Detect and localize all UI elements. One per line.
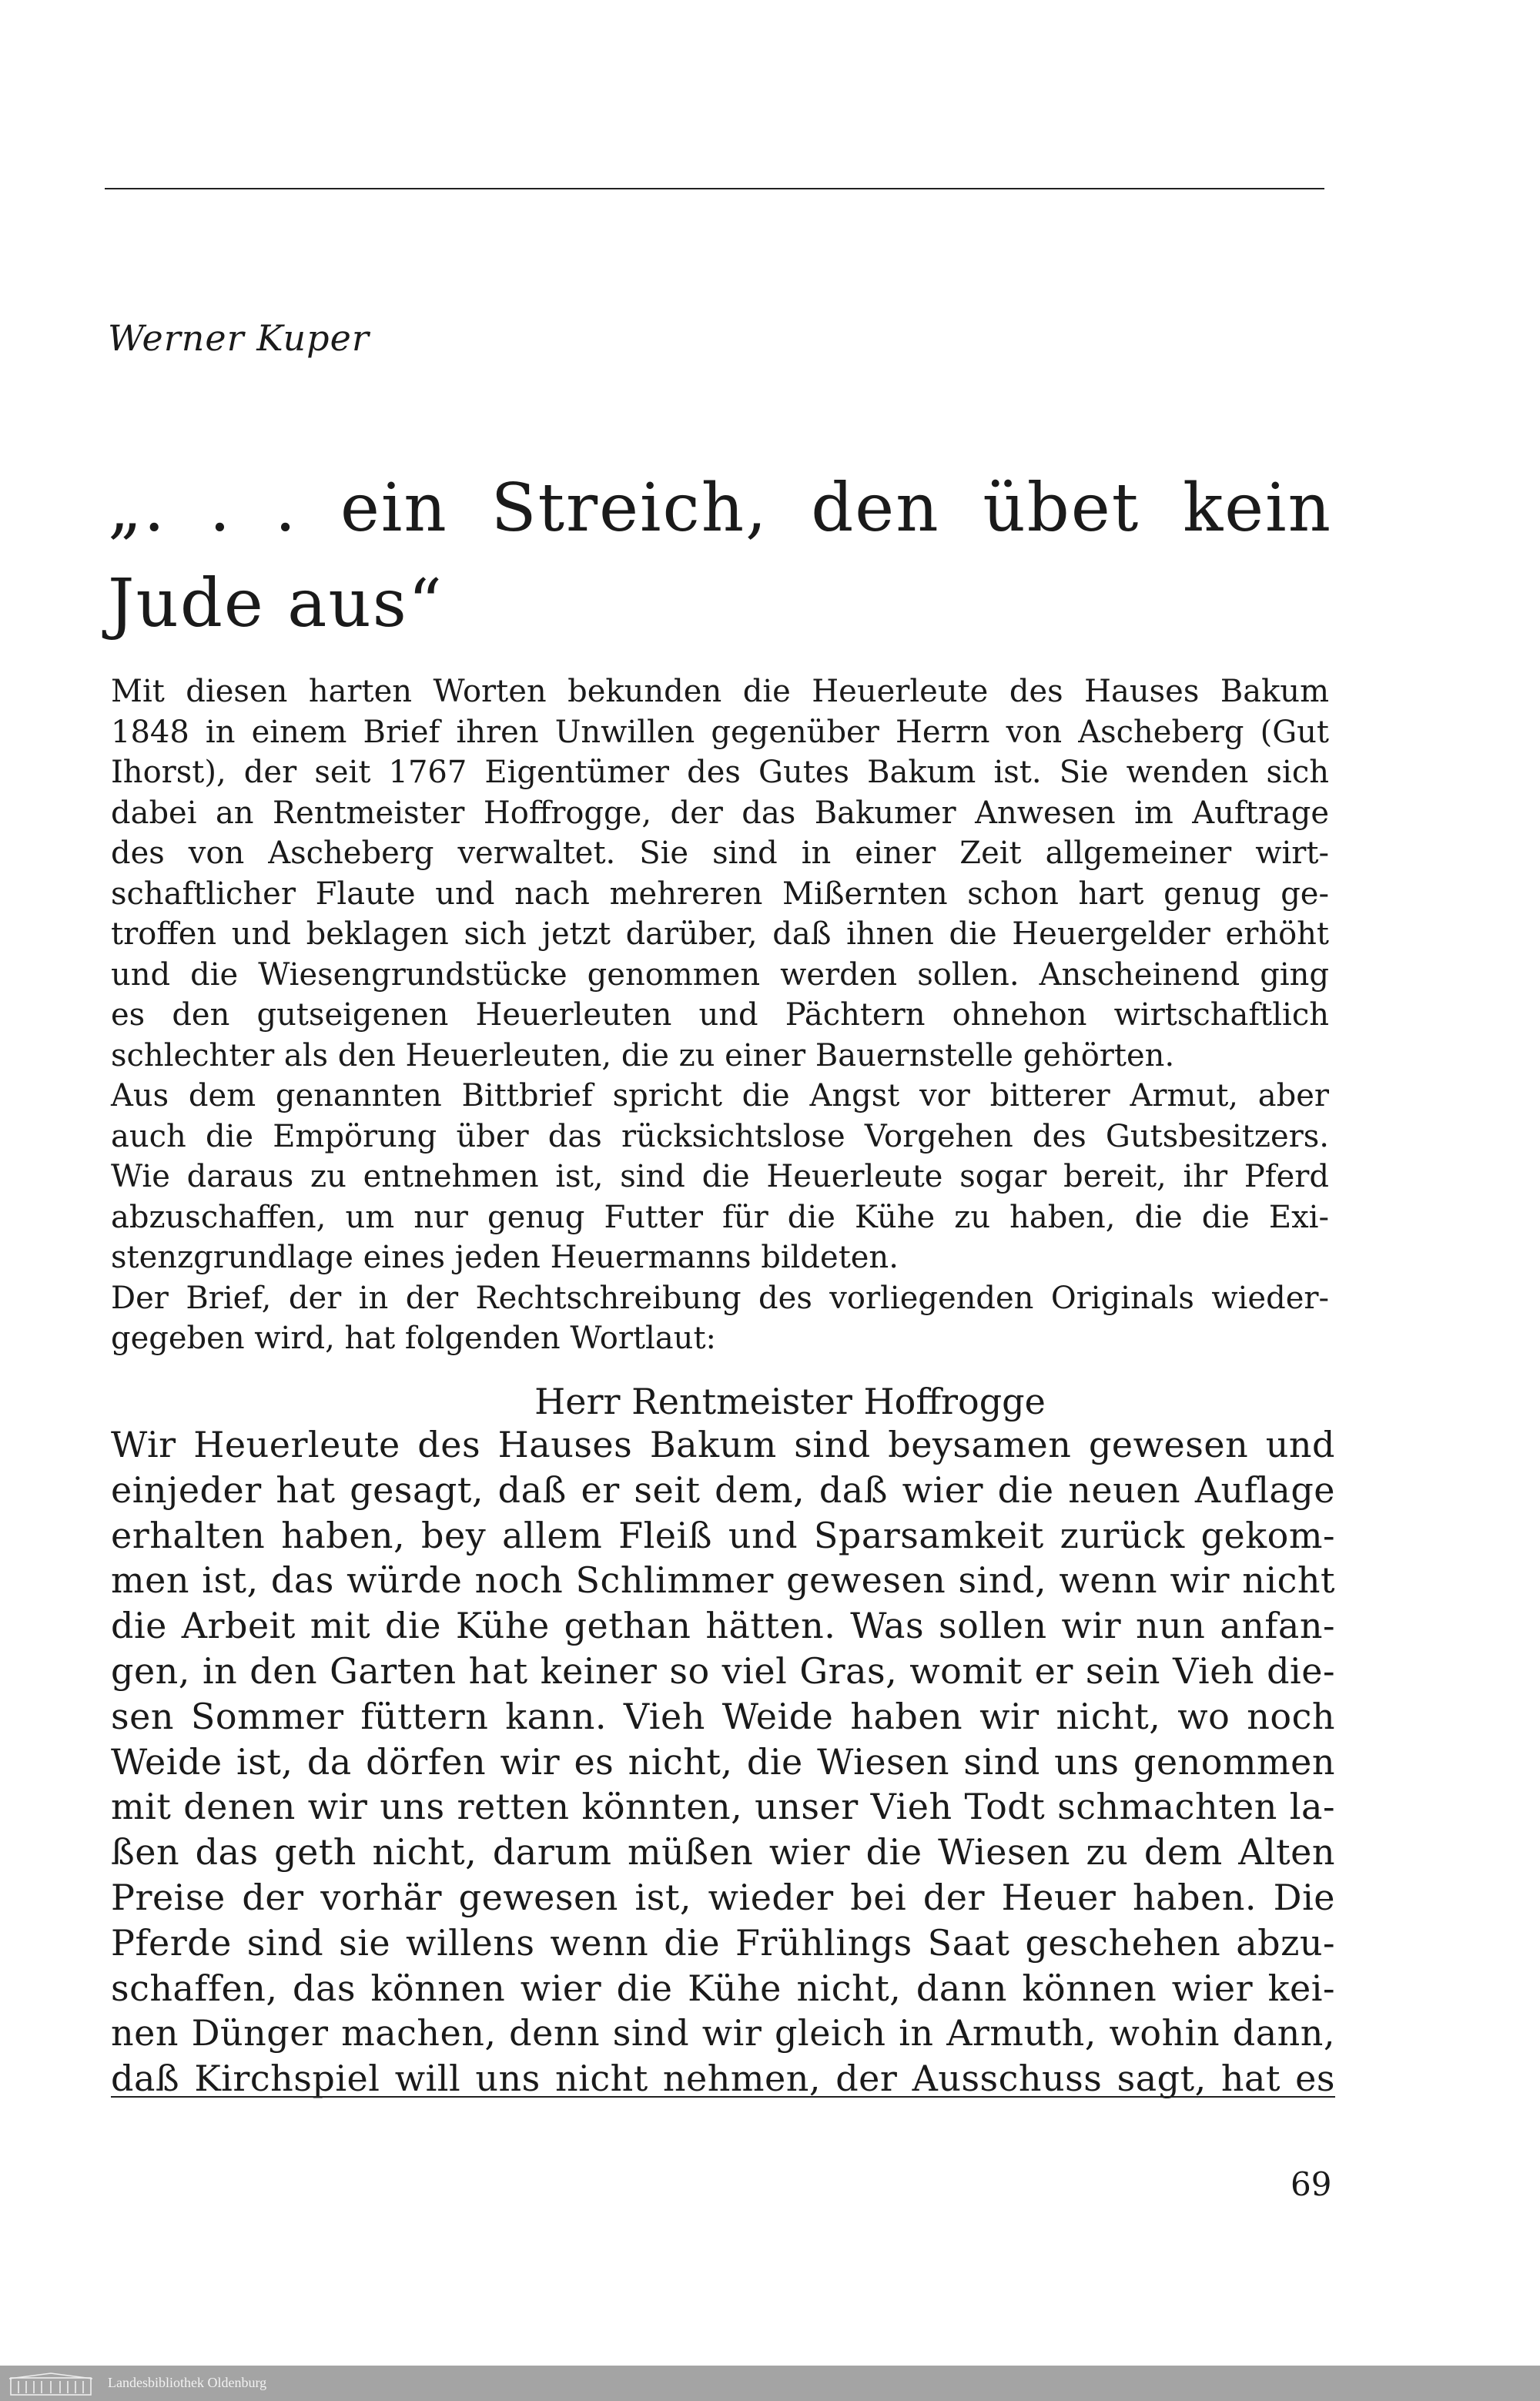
letter-line: nen Dünger machen, denn sind wir gleich in Armuth, wohin dann, [111,2012,1335,2054]
intro-line: Wie daraus zu entnehmen ist, sind die Heuerleute sogar bereit, ihr Pferd [111,1159,1329,1194]
intro-line: abzuschaffen, um nur genug Futter für die Kühe zu haben, die die Exi- [111,1199,1329,1235]
letter-line: men ist, das würde noch Schlimmer gewesen sind, wenn wir nicht [111,1559,1335,1602]
intro-line: und die Wiesengrundstücke genommen werden sollen. Anscheinend ging [111,956,1329,993]
letter-line: Pferde sind sie willens wenn die Frühlings Saat geschehen abzu- [111,1921,1335,1964]
letter-salutation [0,1378,1540,1425]
intro-line: Ihorst), der seit 1767 Eigentümer des Gutes Bakum ist. Sie wenden sich [111,755,1329,790]
intro-line: es den gutseigenen Heuerleuten und Pächtern ohnehon wirtschaftlich [111,997,1329,1033]
intro-line: des von Ascheberg verwaltet. Sie sind in einer Zeit allgemeiner wirt- [111,835,1329,871]
title-line-2: Jude aus“ [108,565,444,642]
title-line-1: „. . . ein Streich, den übet kein [108,470,1332,547]
letter-line: einjeder hat gesagt, daß er seit dem, daß wier die neuen Auflage [111,1468,1335,1511]
intro-line: troffen und beklagen sich jetzt darüber, daß ihnen die Heuergelder erhöht [111,916,1329,952]
intro-line: gegeben wird, hat folgenden Wortlaut: [111,1321,716,1356]
intro-line: dabei an Rentmeister Hoffrogge, der das Bakumer Anwesen im Auftrage [111,795,1329,831]
salutation-text: Herr Rentmeister Hoffrogge [534,1381,1046,1422]
letter-line: sen Sommer füttern kann. Vieh Weide haben wir nicht, wo noch [111,1695,1335,1737]
article-title [108,460,1332,651]
intro-line: schlechter als den Heuerleuten, die zu einer Bauernstelle gehörten. [111,1037,1175,1073]
letter-line: Preise der vorhär gewesen ist, wieder bei der Heuer haben. Die [111,1876,1335,1918]
footer-rule [111,2096,1335,2098]
intro-line: 1848 in einem Brief ihren Unwillen gegenüber Herrn von Ascheberg (Gut [111,714,1329,750]
letter-line: erhalten haben, bey allem Fleiß und Sparsamkeit zurück gekom- [111,1514,1335,1556]
intro-line: Mit diesen harten Worten bekunden die Heuerleute des Hauses Bakum [111,674,1329,709]
intro-line: auch die Empörung über das rücksichtslose Vorgehen des Gutsbesitzers. [111,1118,1329,1154]
author-name: Werner Kuper [108,317,370,359]
library-footer-bar [0,2366,1540,2401]
intro-line: Aus dem genannten Bittbrief spricht die Angst vor bitterer Armut, aber [111,1078,1329,1113]
letter-line: schaffen, das können wier die Kühe nicht, dann können wier kei- [111,1967,1335,2009]
page-number: 69 [1291,2165,1332,2203]
intro-line: stenzgrundlage eines jeden Heuermanns bildeten. [111,1240,899,1275]
letter-line: Weide ist, da dörfen wir es nicht, die Wiesen sind uns genommen [111,1740,1335,1783]
library-name: Landesbibliothek Oldenburg [108,2375,267,2390]
intro-paragraph [111,671,1329,1359]
letter-line: die Arbeit mit die Kühe gethan hätten. Was sollen wir nun anfan- [111,1605,1335,1647]
letter-line: gen, in den Garten hat keiner so viel Gras, womit er sein Vieh die- [111,1649,1335,1692]
letter-line: mit denen wir uns retten könnten, unser Vieh Todt schmachten la- [111,1786,1335,1828]
letter-line: ßen das geth nicht, darum müßen wier die Wiesen zu dem Alten [111,1831,1335,1874]
letter-line: Wir Heuerleute des Hauses Bakum sind beysamen gewesen und [111,1424,1335,1465]
intro-line: Der Brief, der in der Rechtschreibung des vorliegenden Originals wieder- [111,1280,1329,1316]
letter-line: daß Kirchspiel will uns nicht nehmen, der Ausschuss sagt, hat es [111,2058,1335,2100]
intro-line: schaftlicher Flaute und nach mehreren Mißernten schon hart genug ge- [111,876,1329,912]
letter-body [111,1422,1335,2101]
header-rule [105,188,1324,189]
library-building-icon [8,2372,94,2396]
